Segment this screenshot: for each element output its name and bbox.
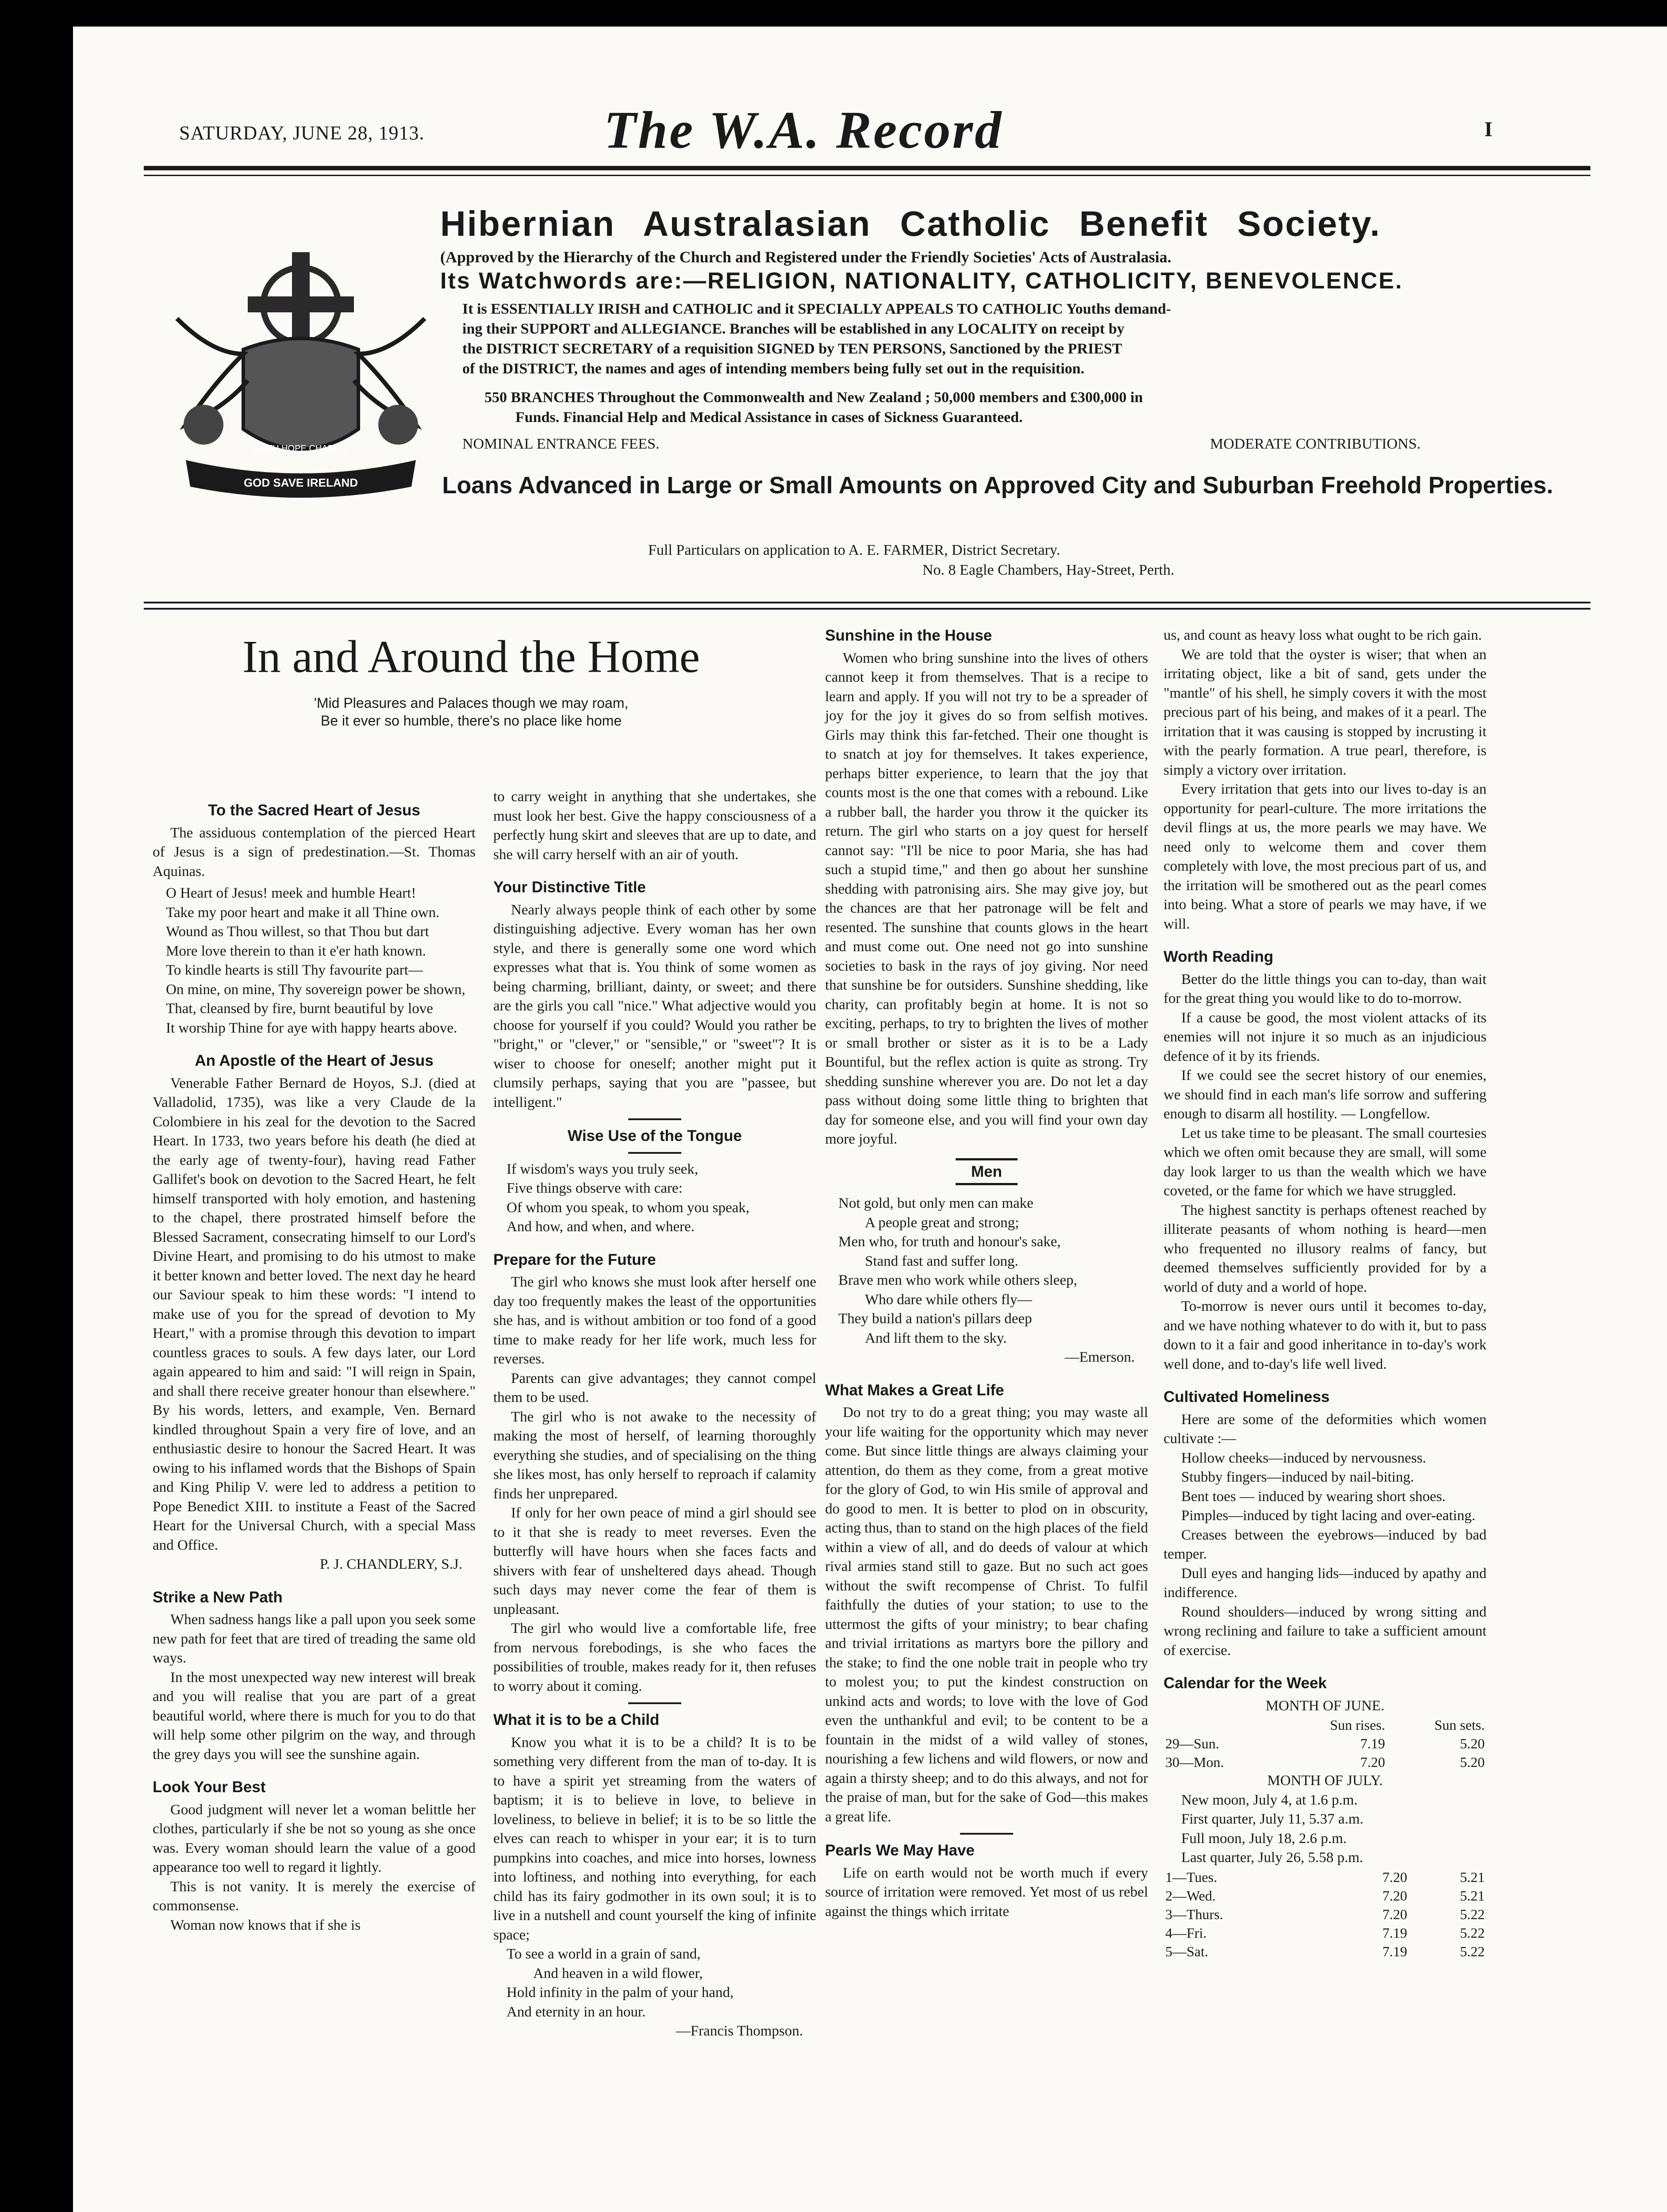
list-item: Round shoulders—induced by wrong sitting and wrong reclining and failure to take a sufficient amount of exercise. (1164, 1604, 1486, 1659)
article-paragraph: us, and count as heavy loss what ought to be rich gain. (1164, 627, 1482, 643)
article-paragraph: The girl who knows she must look after herself one day too frequently makes the least of the opportunities she has, and is without ambition or too fond of a good time to make ready for her life work, much less for reverses. (493, 1274, 816, 1367)
poem-line: And heaven in a wild flower, (533, 1965, 703, 1982)
article-paragraph: Life on earth would not be worth much if every source of irritation were removed. Yet most of us rebel against the things which irritate (825, 1865, 1148, 1920)
article-heading: Cultivated Homeliness (1164, 1388, 1330, 1406)
column-3 (825, 626, 1148, 1921)
advert-rule-top (144, 602, 1590, 603)
table-row (1164, 1942, 1486, 1961)
table-row (1164, 1716, 1486, 1734)
table-cell: 5.20 (1460, 1754, 1485, 1770)
table-cell: 7.20 (1360, 1754, 1385, 1770)
article-paragraph: Women who bring sunshine into the lives of others cannot keep it from themselves. That is a recipe to learn and apply. If you will not try to be a spreader of joy for the joy it gives do so from selfish motives. Girls may think this far-fetched. Their one thought is to snatch at joy for themselves. It takes experience, perhaps bitter experience, to learn that the joy that counts most is the one that comes with a rebound. Like a rubber ball, the harder you throw it the quicker its return. The girl who starts on a joy quest for herself cannot say: "I'll be nice to poor Maria, she has had such a stupid time," and then go about her sunshine shedding with patronising airs. She may give joy, but the chances are that her patronage will be felt and resented. The sunshine that counts glows in the heart and must come out. One need not go into sunshine societies to bask in the rays of joy giving. Nor need that sunshine be for outsiders. Sunshine shedding, like charity, can profitably begin at home. It is not so exciting, perhaps, to try to brighten the lives of mother or small brother or sister as it is to be a Lady Bountiful, but the reflex action is quite as strong. Try shedding sunshine wherever you are. Do not let a day pass without doing some little thing to brighten that day for someone else, and you will find your own day more joyful. (825, 650, 1148, 1147)
article-heading: Prepare for the Future (493, 1251, 656, 1268)
article-paragraph: to carry weight in anything that she undertakes, she must look her best. Give the happy consciousness of a perfectly hung skirt and sleeves that are up to date, and she will carry herself with an air of youth. (493, 789, 816, 863)
poem-line: Hold infinity in the palm of your hand, (507, 1985, 734, 2001)
emblem-ribbon-text-2: FAITH HOPE CHARITY (254, 444, 348, 453)
table-cell: 1—Tues. (1165, 1869, 1218, 1885)
article-heading: Strike a New Path (153, 1588, 283, 1606)
column-4 (1164, 626, 1486, 1961)
table-cell: 5.21 (1460, 1887, 1485, 1904)
poem-line: Stand fast and suffer long. (865, 1253, 1018, 1269)
table-cell: 7.19 (1382, 1943, 1407, 1959)
table-header: Sun sets. (1434, 1717, 1485, 1733)
list-item: Bent toes — induced by wearing short shoes. (1181, 1488, 1446, 1505)
table-cell: 5.21 (1460, 1869, 1485, 1885)
advert-rule-bottom (144, 608, 1590, 610)
article-signature: —Emerson. (1064, 1349, 1135, 1365)
article-heading: Wise Use of the Tongue (568, 1127, 742, 1144)
calendar-month: MONTH OF JUNE. (1265, 1697, 1385, 1714)
masthead-rule-thin (144, 175, 1590, 176)
article-paragraph: This is not vanity. It is merely the exercise of commonsense. (153, 1878, 476, 1914)
advert-approved: (Approved by the Hierarchy of the Church and Registered under the Friendly Societies' Acts of Australasia. (440, 248, 1172, 266)
table-cell: 4—Fri. (1165, 1924, 1207, 1941)
article-paragraph: If a cause be good, the most violent attacks of its enemies will not injure it so much as an injudicious defence of it by its friends. (1164, 1010, 1486, 1064)
poem-line: Five things observe with care: (507, 1180, 683, 1196)
poem-line: They build a nation's pillars deep (838, 1311, 1032, 1327)
poem-line: And eternity in an hour. (507, 2004, 646, 2020)
subtitle-line: 'Mid Pleasures and Palaces though we may roam, (314, 695, 629, 711)
list-item: Pimples—induced by tight lacing and over-eating. (1181, 1508, 1475, 1524)
poem-line: Who dare while others fly— (865, 1291, 1032, 1308)
article-paragraph: Every irritation that gets into our lives to-day is an opportunity for pearl-culture. The more irritations the devil flings at us, the more pearls we may have. We need only to welcome them and cover them completely with love, the most precious part of us, and the irritation will be smothered out as the pearl comes into being. What a store of pearls we may have, if we will. (1164, 781, 1486, 932)
article-paragraph: To-morrow is never ours until it becomes to-day, and we have nothing whatever to do with it, but to pass down to it a fair and good inheritance in to-day's work well done, and to-day's life well lived. (1164, 1298, 1486, 1372)
table-cell: 7.20 (1382, 1906, 1407, 1922)
article-paragraph: Woman now knows that if she is (170, 1917, 361, 1933)
section-subtitle (153, 694, 790, 730)
table-cell: 5.22 (1460, 1924, 1485, 1941)
emblem-ribbon-text: GOD SAVE IRELAND (243, 476, 358, 489)
article-heading: Look Your Best (153, 1778, 266, 1796)
poem-line: Brave men who work while others sleep, (838, 1272, 1077, 1288)
poem-line: A people great and strong; (865, 1214, 1019, 1231)
advert-title: Hibernian Australasian Catholic Benefit Society. (440, 204, 1381, 243)
article-paragraph: The highest sanctity is perhaps oftenest reached by illiterate peasants of whom nothing is heard—men who frequented no illusory realms of fancy, but deemed themselves sufficiently provided for by a world of duty and a world of hope. (1164, 1202, 1486, 1295)
advert-branches-2: Funds. Financial Help and Medical Assistance in cases of Sickness Guaranteed. (515, 409, 1023, 426)
advert-text-line: It is ESSENTIALLY IRISH and CATHOLIC and it SPECIALLY APPEALS TO CATHOLIC Youths demand- (462, 301, 1171, 317)
article-heading: What Makes a Great Life (825, 1381, 1004, 1399)
poem-line: And lift them to the sky. (865, 1330, 1007, 1346)
article-heading: Sunshine in the House (825, 627, 992, 644)
advert-text-line: of the DISTRICT, the names and ages of intending members being fully set out in the requisition. (462, 361, 1085, 377)
article-signature: P. J. CHANDLERY, S.J. (319, 1556, 462, 1572)
calendar-month: MONTH OF JULY. (1267, 1773, 1383, 1789)
divider (628, 1118, 681, 1120)
column-2 (493, 787, 816, 2041)
table-row (1164, 1868, 1486, 1886)
advert-loans: Loans Advanced in Large or Small Amounts on Approved City and Suburban Freehold Properties. (442, 472, 1553, 499)
list-item: Stubby fingers—induced by nail-biting. (1181, 1469, 1414, 1485)
article-paragraph: If we could see the secret history of our enemies, we should find in each man's life sorrow and suffering enough to disarm all hostility. — Longfellow. (1164, 1068, 1486, 1122)
dateline: SATURDAY, JUNE 28, 1913. (179, 122, 425, 144)
article-paragraph: The girl who would live a comfortable life, free from nervous forebodings, is she who faces the possibilities of trouble, makes ready for it, then refuses to worry about it coming. (493, 1621, 816, 1694)
table-cell: 30—Mon. (1165, 1754, 1224, 1770)
article-paragraph: Know you what it is to be a child? It is to be something very different from the man of to-day. It is to have a spirit yet streaming from the waters of baptism; it is to believe in love, to believe in loveliness, to believe in belief; it is to be so little the elves can reach to whisper in your ear; it is to turn pumpkins into coaches, and mice into horses, lowness into loftiness, and nothing into everything, for each child has its fairy godmother in its own soul; it is to live in a nutshell and count yourself the king of infinite space; (493, 1734, 816, 1943)
article-heading-boxed: Men (956, 1158, 1018, 1186)
list-item: Dull eyes and hanging lids—induced by apathy and indifference. (1164, 1565, 1486, 1601)
article-signature: —Francis Thompson. (676, 2023, 803, 2039)
advert-fees-right: MODERATE CONTRIBUTIONS. (1210, 436, 1421, 452)
table-cell: 7.20 (1382, 1869, 1407, 1885)
table-cell: 5.22 (1460, 1906, 1485, 1922)
list-item: Hollow cheeks—induced by nervousness. (1181, 1450, 1426, 1466)
article-paragraph: In the most unexpected way new interest will break and you will realise that you are part of a great beautiful world, where there is much for you to do that will help some other pilgrim on the way, and through the grey days you will see the sunshine again. (153, 1669, 476, 1763)
advert-address: No. 8 Eagle Chambers, Hay-Street, Perth. (922, 562, 1175, 578)
table-cell: 5.20 (1460, 1736, 1485, 1751)
subtitle-line: Be it ever so humble, there's no place like home (320, 713, 622, 729)
divider (960, 1833, 1013, 1835)
table-cell: 5.22 (1460, 1943, 1485, 1959)
advert-branches: 550 BRANCHES Throughout the Commonwealth and New Zealand ; 50,000 members and £300,000 in (484, 389, 1143, 406)
article-paragraph: The girl who is not awake to the necessity of making the most of herself, of learning thoroughly everything she studies, and of specialising on the thing she likes most, has only herself to reproach if calamity finds her unprepared. (493, 1409, 816, 1502)
table-cell: 29—Sun. (1165, 1736, 1219, 1751)
poem-line: To see a world in a grain of sand, (507, 1946, 701, 1962)
table-row (1164, 1886, 1486, 1905)
table-row (1164, 1924, 1486, 1942)
table-row (1164, 1753, 1486, 1771)
table-header: Sun rises. (1330, 1717, 1385, 1733)
article-paragraph: Venerable Father Bernard de Hoyos, S.J. (died at Valladolid, 1735), was like a very Claude de la Colombiere in his zeal for the devotion to the Sacred Heart. In 1733, two years before his death (he died at the early age of twenty-four), having read Father Gallifet's book on devotion to the Sacred Heart, he felt himself transported with holy emotion, and hastening to the chapel, there prostrated himself before the Blessed Sacrament, consecrating himself to our Lord's Divine Heart, and promising to do his utmost to make it better known and better loved. The next day he heard our Saviour speak to him these words: "I intend to make use of you for the spread of devotion to My Heart," with a promise through this devotion to impart countless graces to souls. A few days later, our Lord again appeared to him and said: "I will reign in Spain, and shall there receive greater honour than elsewhere." By his words, letters, and example, Ven. Bernard kindled throughout Spain a very fire of love, and an enthusiastic desire to honour the Sacred Heart. It was owing to his inflamed words that the Bishops of Spain and King Philip V. were led to address a petition to Pope Benedict XIII. to institute a Feast of the Sacred Heart for the Universal Church, with a special Mass and Office. (153, 1075, 476, 1553)
poem-line: Not gold, but only men can make (838, 1195, 1033, 1211)
advert-fees-left: NOMINAL ENTRANCE FEES. (462, 436, 660, 452)
moon-phase: First quarter, July 11, 5.37 a.m. (1181, 1811, 1364, 1827)
article-paragraph: Let us take time to be pleasant. The small courtesies which we often omit because they are small, will some day look larger to us than the wealth which we have coveted, or the fame for which we have struggled. (1164, 1125, 1486, 1199)
calendar-table-july (1164, 1868, 1486, 1961)
article-heading: Pearls We May Have (825, 1842, 975, 1859)
poem-line: O Heart of Jesus! meek and humble Heart! (166, 885, 416, 901)
advert-particulars: Full Particulars on application to A. E. FARMER, District Secretary. (648, 542, 1060, 558)
table-cell: 5—Sat. (1165, 1943, 1208, 1959)
poem-line: It worship Thine for aye with happy hearts above. (166, 1020, 457, 1036)
newspaper-page (73, 27, 1667, 2212)
article-paragraph: Parents can give advantages; they cannot compel them to be used. (493, 1370, 816, 1406)
table-cell: 7.20 (1382, 1887, 1407, 1904)
poem-line: Of whom you speak, to whom you speak, (507, 1199, 750, 1216)
article-paragraph: Here are some of the deformities which women cultivate :— (1164, 1411, 1486, 1447)
masthead-rule (144, 166, 1590, 170)
divider (628, 1702, 681, 1704)
poem-line: Wound as Thou willest, so that Thou but dart (166, 924, 429, 940)
table-cell: 7.19 (1382, 1924, 1407, 1941)
table-row (1164, 1905, 1486, 1924)
column-1 (153, 787, 476, 1935)
masthead: The W.A. Record (604, 100, 1003, 159)
article-heading: Worth Reading (1164, 948, 1274, 965)
advert-text-line: the DISTRICT SECRETARY of a requisition SIGNED by TEN PERSONS, Sanctioned by the PRIEST (462, 341, 1122, 357)
poem-line: On mine, on mine, Thy sovereign power be shown, (166, 981, 465, 998)
article-paragraph: Good judgment will never let a woman belittle her clothes, particularly if she be not so young as she once was. Every woman should learn the value of a good appearance too well to regard it lightly. (153, 1801, 476, 1875)
poem-line: Men who, for truth and honour's sake, (838, 1234, 1061, 1250)
article-heading: To the Sacred Heart of Jesus (208, 802, 420, 819)
section-title: In and Around the Home (242, 631, 700, 682)
article-heading: Calendar for the Week (1164, 1674, 1327, 1692)
calendar-table-june (1164, 1716, 1486, 1771)
table-cell: 3—Thurs. (1165, 1906, 1223, 1922)
article-paragraph: Do not try to do a great thing; you may waste all your life waiting for the opportunity which may never come. But since little things are always claiming your attention, do them as they come, from a great motive for the glory of God, to win His smile of approval and do good to men. It is better to plod on in obscurity, acting thus, than to stand on the high places of the field within a view of all, and do deeds of valour at which rival armies stand still to gaze. But no such act goes without the swift recompense of Christ. To fulfil faithfully the duties of your station; to use to the uttermost the gifts of your ministry; to bear chafing and trivial irritations as martyrs bore the pillory and the stake; to find the one noble trait in people who try to molest you; to put the kindest construction on unkind acts and words; to love with the love of God even the unthankful and evil; to be content to be a fountain in the midst of a wild valley of stones, nourishing a few lichens and wild flowers, or now and again a thirsty sheep; and to do this always, and not for the praise of man, but for the sake of God—this makes a great life. (825, 1405, 1148, 1825)
article-paragraph: The assiduous contemplation of the pierced Heart of Jesus is a sign of predestination.—St. Thomas Aquinas. (153, 825, 476, 879)
page-number: I (1484, 118, 1493, 141)
advert-text-line: ing their SUPPORT and ALLEGIANCE. Branches will be established in any LOCALITY on receipt by (462, 321, 1125, 337)
society-emblem (159, 239, 442, 513)
article-paragraph: We are told that the oyster is wiser; that when an irritating object, like a bit of sand, gets under the "mantle" of his shell, he simply covers it with the most precious part of his being, and makes of it a pearl. The irritation that it was causing is stopped by incrusting it with the pearly formation. A true pearl, therefore, is simply a victory over irritation. (1164, 646, 1486, 778)
poem-line: That, cleansed by fire, burnt beautiful by love (166, 1001, 433, 1017)
advert-watchwords: Its Watchwords are:—RELIGION, NATIONALITY, CATHOLICITY, BENEVOLENCE. (440, 268, 1403, 294)
poem-line: Take my poor heart and make it all Thine own. (166, 904, 440, 921)
table-row (1164, 1734, 1486, 1753)
divider (628, 1152, 681, 1154)
moon-phase: Last quarter, July 26, 5.58 p.m. (1181, 1850, 1364, 1866)
poem-line: If wisdom's ways you truly seek, (507, 1161, 699, 1177)
poem-line: And how, and when, and where. (507, 1219, 695, 1235)
poem-line: To kindle hearts is still Thy favourite part— (166, 962, 423, 978)
poem (153, 884, 476, 1038)
list-item: Creases between the eyebrows—induced by bad temper. (1164, 1527, 1486, 1562)
article-paragraph: Nearly always people think of each other by some distinguishing adjective. Every woman has her own style, and there is generally some one word which expresses what that is. You think of some women as being charming, brilliant, dainty, or sweet; and there are the girls you call "nice." What adjective would you choose for yourself if you could? Would you rather be "bright," or "clever," or "sensible," or "sweet"? It is wiser to choose for oneself; another might put it clumsily perhaps, saying that you are "passee, but intelligent." (493, 902, 816, 1110)
article-heading: An Apostle of the Heart of Jesus (195, 1052, 434, 1069)
article-paragraph: Better do the little things you can to-day, than wait for the great thing you would like to do to-morrow. (1164, 971, 1486, 1006)
moon-phase: Full moon, July 18, 2.6 p.m. (1181, 1830, 1347, 1847)
table-cell: 2—Wed. (1165, 1887, 1216, 1904)
article-paragraph: If only for her own peace of mind a girl should see to it that she is ready to meet reverses. Even the butterfly will have hours when she faces facts and shivers with fear of unsheltered days ahead. Though such days may never come the fear of them is unpleasant. (493, 1505, 816, 1617)
moon-phase: New moon, July 4, at 1.6 p.m. (1181, 1792, 1358, 1808)
article-heading: Your Distinctive Title (493, 879, 646, 896)
poem-line: More love therein to than it e'er hath known. (166, 943, 426, 959)
table-cell: 7.19 (1360, 1736, 1385, 1751)
article-paragraph: When sadness hangs like a pall upon you seek some new path for feet that are tired of treading the same old ways. (153, 1612, 476, 1666)
article-heading: What it is to be a Child (493, 1711, 660, 1728)
section-header (153, 626, 852, 743)
